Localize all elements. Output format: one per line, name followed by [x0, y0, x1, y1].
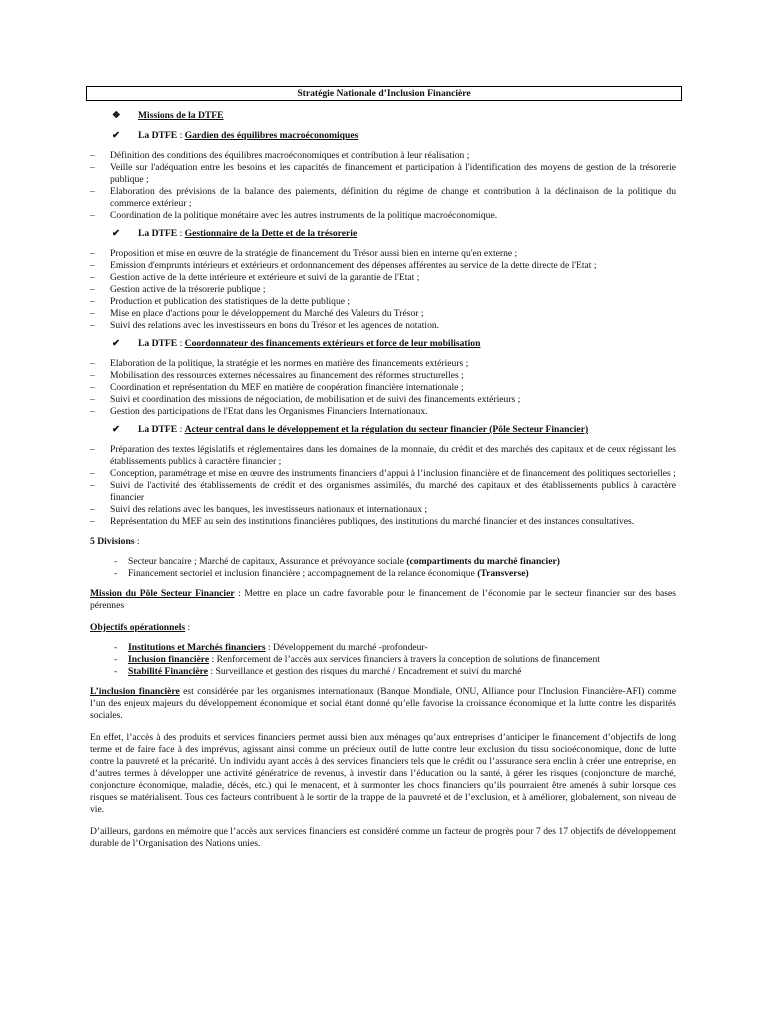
- dash-bullet-icon: –: [90, 320, 95, 331]
- section-list: [90, 248, 676, 332]
- dash-bullet-icon: –: [90, 358, 95, 369]
- list-item: - Secteur bancaire ; Marché de capitaux, Assurance et prévoyance sociale (compartiments du marché financier): [114, 556, 560, 567]
- dash-bullet-icon: –: [90, 504, 95, 515]
- access-paragraph: En effet, l’accès à des produits et services financiers permet aussi bien aux ménages qu’aux entreprises d’anticiper le financement d’objectifs de long terme et de faire face à des imprévus, agissant ainsi comme un précieux outil de lutte contre leur exclusion du tissu socioéconomique, donc de lutte contre la pauvreté et la précarité. Un individu ayant accès à des services financiers tels que le crédit ou l’assurance sera enclin à créer une entreprise, en d’autres termes à développer une activité génératrice de revenus, à investir dans l’éducation ou la santé, à gérer les risques (conjoncture de marché, conjoncture économique, maladie, décès, etc.) qui le menacent, et à surmonter les chocs financiers qu’ils pourraient être amenés à subir lorsque ces risques se matérialisent. Tous ces facteurs contribuent à le sortir de la trappe de la pauvreté et de l’exclusion, et à améliorer, globalement, son niveau de vie.: [90, 732, 676, 815]
- list-item: – Gestion des participations de l'Etat dans les Organismes Financiers Internationaux.: [90, 406, 428, 417]
- dash-bullet-icon: –: [90, 162, 95, 173]
- list-item: – Gestion active de la dette intérieure et extérieure et suivi de la garantie de l'Etat ;: [90, 272, 420, 283]
- section-heading: ✔ La DTFE : Acteur central dans le développement et la régulation du secteur financier (Pôle Secteur Financier): [112, 424, 589, 435]
- section-list: [90, 358, 676, 418]
- check-bullet-icon: ✔: [112, 338, 121, 349]
- check-bullet-icon: ✔: [112, 130, 121, 141]
- dash-bullet-icon: –: [90, 468, 95, 479]
- list-item: – Gestion active de la trésorerie publique ;: [90, 284, 266, 295]
- dash-bullet-icon: –: [90, 272, 95, 283]
- dash-bullet-icon: –: [90, 516, 95, 527]
- section-heading: ✔ La DTFE : Gardien des équilibres macroéconomiques: [112, 130, 359, 141]
- missions-heading: ❖ Missions de la DTFE: [112, 110, 224, 121]
- hyphen-bullet-icon: -: [114, 568, 118, 579]
- hyphen-bullet-icon: -: [114, 556, 118, 567]
- dash-bullet-icon: –: [90, 394, 95, 405]
- list-item: - Financement sectoriel et inclusion financière ; accompagnement de la relance économique (Transverse): [114, 568, 529, 579]
- dash-bullet-icon: –: [90, 370, 95, 381]
- dash-bullet-icon: –: [90, 444, 95, 455]
- dash-bullet-icon: –: [90, 406, 95, 417]
- list-item: – Suivi et coordination des missions de négociation, de mobilisation et de suivi des financements extérieurs ;: [90, 394, 521, 405]
- objectifs-list: [90, 642, 676, 678]
- list-item: – Proposition et mise en œuvre de la stratégie de financement du Trésor aussi bien en interne qu'en externe ;: [90, 248, 518, 259]
- list-item: – Conception, paramétrage et mise en œuvre des instruments financiers d’appui à l’inclusion financière et de financement des politiques sectorielles ;: [90, 468, 676, 479]
- section-heading: ✔ La DTFE : Gestionnaire de la Dette et de la trésorerie: [112, 228, 358, 239]
- dash-bullet-icon: –: [90, 382, 95, 393]
- document-body: [90, 110, 676, 860]
- list-item: – Mobilisation des ressources externes nécessaires au financement des réformes structurelles ;: [90, 370, 464, 381]
- pole-mission-paragraph: Mission du Pôle Secteur Financier : Mettre en place un cadre favorable pour le financement de l’économie par le secteur financier sur des bases pérennes: [90, 588, 676, 611]
- dash-bullet-icon: –: [90, 186, 95, 197]
- section-list: [90, 150, 676, 222]
- dash-bullet-icon: –: [90, 296, 95, 307]
- dash-bullet-icon: –: [90, 210, 95, 221]
- hyphen-bullet-icon: -: [114, 666, 118, 677]
- divisions-heading: 5 Divisions :: [90, 536, 140, 547]
- sdg-paragraph: D’ailleurs, gardons en mémoire que l’accès aux services financiers est considéré comme un facteur de progrès pour 7 des 17 objectifs de développement durable de l’Organisation des Nations unies.: [90, 826, 676, 849]
- list-item: – Représentation du MEF au sein des institutions financières publiques, des institutions du marché financier et des instances consultatives.: [90, 516, 635, 527]
- list-item: – Emission d'emprunts intérieurs et extérieurs et ordonnancement des dépenses afférentes au service de la dette directe de l'Etat ;: [90, 260, 597, 271]
- section-heading: ✔ La DTFE : Coordonnateur des financements extérieurs et force de leur mobilisation: [112, 338, 481, 349]
- dash-bullet-icon: –: [90, 284, 95, 295]
- divisions-list: [90, 556, 676, 580]
- list-item: – Suivi des relations avec les banques, les investisseurs nationaux et internationaux ;: [90, 504, 428, 515]
- dash-bullet-icon: –: [90, 480, 95, 491]
- dash-bullet-icon: –: [90, 260, 95, 271]
- list-item: – Elaboration des prévisions de la balance des paiements, définition du régime de change et contribution à la déclinaison de la politique du commerce extérieur ;: [90, 186, 676, 209]
- page-title: Stratégie Nationale d’Inclusion Financière: [86, 86, 682, 101]
- section-list: [90, 444, 676, 528]
- list-item: – Suivi de l'activité des établissements de crédit et des organismes assimilés, du marché des capitaux et des établissements publics à caractère financier: [90, 480, 676, 503]
- list-item: – Mise en place d'actions pour le développement du Marché des Valeurs du Trésor ;: [90, 308, 424, 319]
- list-item: – Coordination de la politique monétaire avec les autres instruments de la politique macroéconomique.: [90, 210, 498, 221]
- list-item: – Production et publication des statistiques de la dette publique ;: [90, 296, 351, 307]
- list-item: - Stabilité Financière : Surveillance et gestion des risques du marché / Encadrement et suivi du marché: [114, 666, 522, 677]
- list-item: – Suivi des relations avec les investisseurs en bons du Trésor et les agences de notation.: [90, 320, 440, 331]
- list-item: – Veille sur l'adéquation entre les besoins et les capacités de financement et participation à l'identification des moyens de gestion de la trésorerie publique ;: [90, 162, 676, 185]
- dash-bullet-icon: –: [90, 150, 95, 161]
- dash-bullet-icon: –: [90, 248, 95, 259]
- check-bullet-icon: ✔: [112, 424, 121, 435]
- hyphen-bullet-icon: -: [114, 654, 118, 665]
- list-item: – Définition des conditions des équilibres macroéconomiques et contribution à leur réalisation ;: [90, 150, 470, 161]
- hyphen-bullet-icon: -: [114, 642, 118, 653]
- list-item: – Préparation des textes législatifs et réglementaires dans les domaines de la monnaie, du crédit et des marchés des capitaux et de ceux régissant les établissements publics à caractère financier ;: [90, 444, 676, 467]
- list-item: - Inclusion financière : Renforcement de l’accès aux services financiers à travers la conception de solutions de financement: [114, 654, 600, 665]
- inclusion-paragraph: L’inclusion financière est considérée par les organismes internationaux (Banque Mondiale, ONU, Alliance pour l'Inclusion Financière-AFI) comme l’un des enjeux majeurs du développement économique et social étant donné qu’elle favorise la croissance économique et la lutte contre les disparités sociales.: [90, 686, 676, 721]
- list-item: – Elaboration de la politique, la stratégie et les normes en matière des financements extérieurs ;: [90, 358, 469, 369]
- dash-bullet-icon: –: [90, 308, 95, 319]
- objectifs-heading: Objectifs opérationnels :: [90, 622, 191, 633]
- check-bullet-icon: ✔: [112, 228, 121, 239]
- list-item: – Coordination et représentation du MEF en matière de coopération financière internationale ;: [90, 382, 464, 393]
- list-item: - Institutions et Marchés financiers : Développement du marché -profondeur-: [114, 642, 428, 653]
- diamond-bullet-icon: ❖: [112, 110, 121, 121]
